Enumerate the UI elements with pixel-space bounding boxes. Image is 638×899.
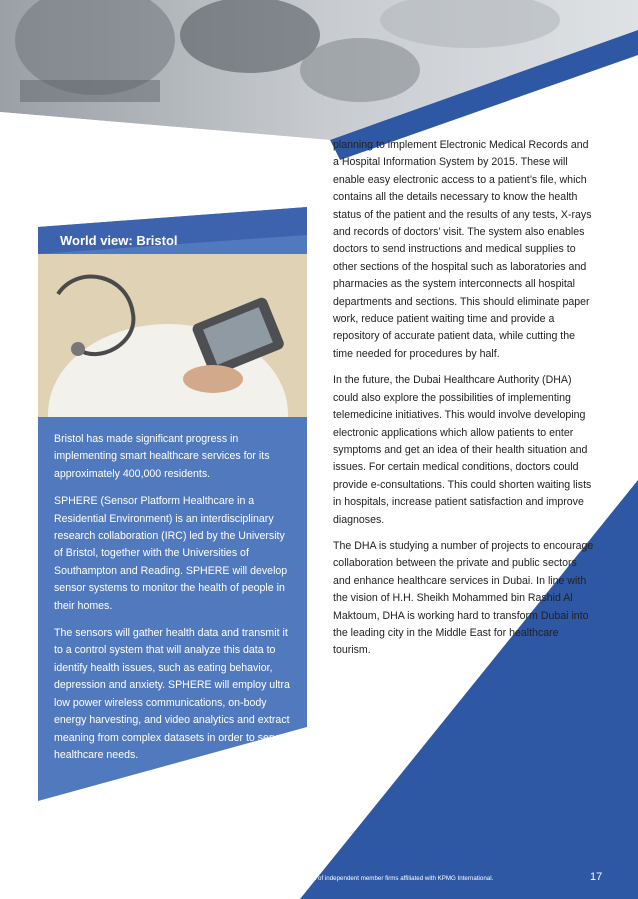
main-paragraph: In the future, the Dubai Healthcare Authority (DHA) could also explore the possibilities of implementing telemedicine initiatives. This would involve developing electronic applications which allow patients to enter symptoms and get an idea of their health situation and issues. For certain medical conditions, doctors could provide e-consultations. This could shorten waiting lists in hospitals, increase patient satisfaction and improve diagnoses. [333,374,592,526]
main-paragraph: planning to implement Electronic Medical Records and a Hospital Information System by 2015. These will enable easy electronic access to a patient’s file, which contains all the details necessary to know the health status of the patient and the results of any tests, X-rays and records of doctors’ visit. The system also enables doctors to send instructions and medical supplies to other sections of the hospital such as laboratories and pharmacies as the system interconnects all hospital departments and sections. This should eliminate paper work, reduce patient waiting time and provide a repository of accurate patient data, while cutting the time needed for procedures by half. [333,139,592,360]
sidebar-paragraph: Bristol has made significant progress in implementing smart healthcare services for its approximately 400,000 residents. [54,433,270,480]
sidebar-body [54,431,294,774]
sidebar-paragraph: The sensors will gather health data and transmit it to a control system that will analyze this data to identify health issues, such as eating behavior, depression and anxiety. SPHERE will employ ultra low power wireless communications, on-body energy harvesting, and video analytics and extract meaning from complex datasets in order to serve healthcare needs. [54,627,290,761]
sidebar-paragraph: SPHERE (Sensor Platform Healthcare in a Residential Environment) is an interdisciplinary research collaboration (IRC) led by the University of Bristol, together with the Universities of Southampton and Reading. SPHERE will develop sensor systems to monitor the health of people in their homes. [54,495,288,612]
doctor-photo [38,254,307,417]
page-number: 17 [590,871,603,883]
footer-copyright: © 2015 KPMG, KPMG LLP and KPMG Lower Gulf Limited, member firms of the KPMG network of independent member firms affiliated with KPMG International. [55,875,494,882]
main-body [333,137,597,669]
sidebar-title: World view: Bristol [60,233,178,248]
main-paragraph: The DHA is studying a number of projects to encourage collaboration between the private and public sectors and enhance healthcare services in Dubai. In line with the vision of H.H. Sheikh Mohammed bin Rashid Al Maktoum, DHA is working hard to transform Dubai into the leading city in the Middle East for healthcare tourism. [333,539,594,657]
